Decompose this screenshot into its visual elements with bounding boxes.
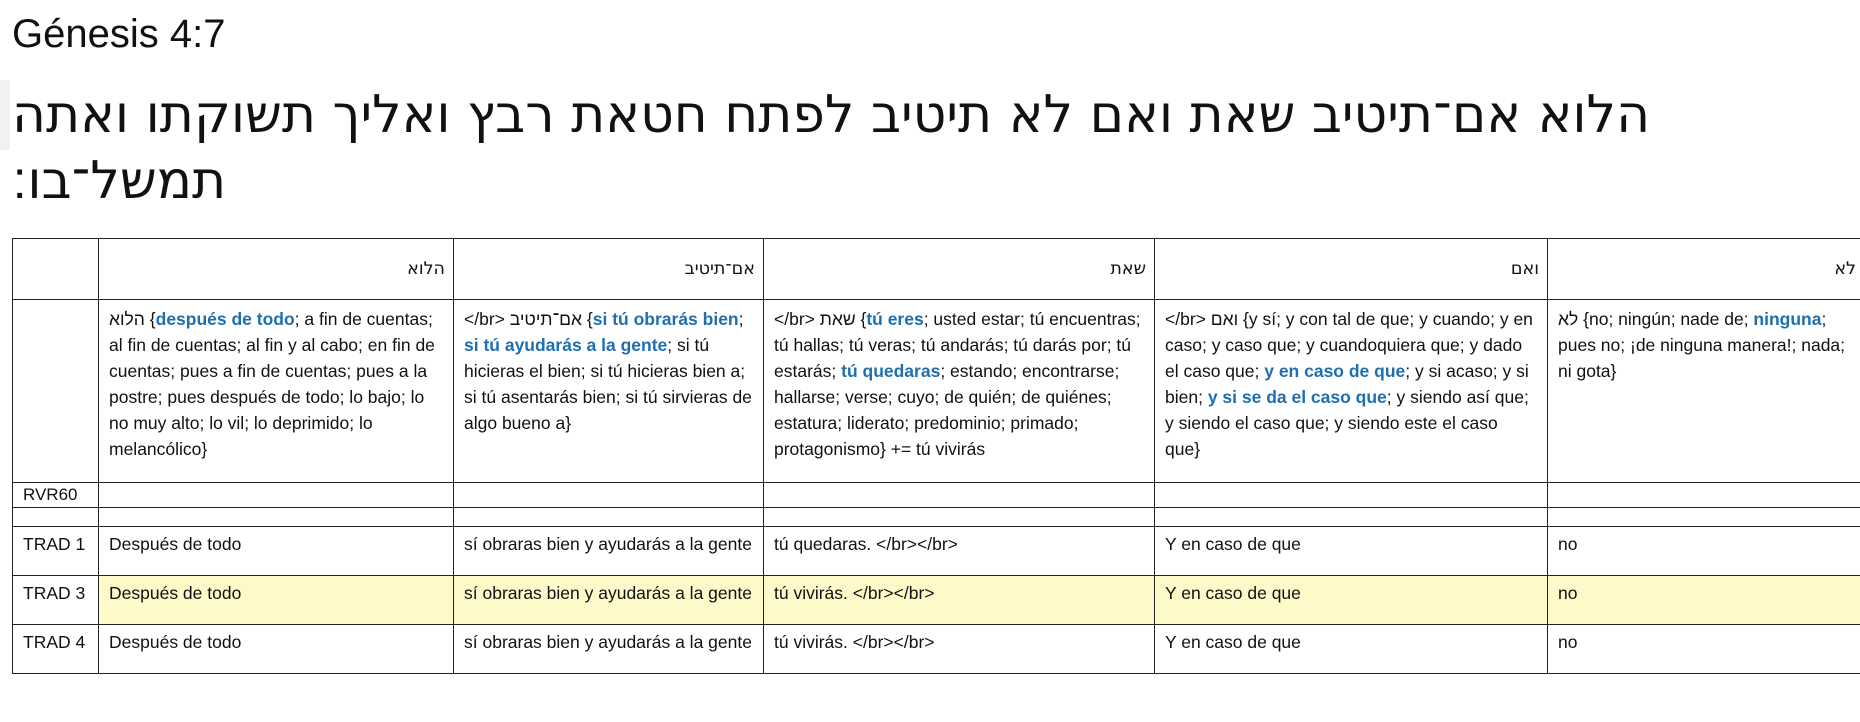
gloss-segment: לא {no; ningún; nade de; [1558,309,1754,329]
gloss-segment: ; [738,309,744,329]
gloss-label-cell [13,300,99,483]
hebrew-word-cell: ואם [1155,239,1548,300]
translation-row-rvr60 [13,483,1860,508]
translation-cell [99,483,454,508]
gloss-highlight: y en caso de que [1264,361,1406,381]
corner-cell [13,239,99,300]
hebrew-word-cell: לא [1548,239,1860,300]
gloss-text [109,306,443,462]
verse-reference: Génesis 4:7 [12,12,226,56]
translation-row-trad4 [13,625,1860,674]
margin-marker [0,80,10,150]
gloss-segment: </br> ואם {y sí; y con tal de que; y cuando; y en caso; y caso que; y cuandoquiera que; y dado el caso que; [1165,309,1533,381]
hebrew-verse-text: הלוא אם־תיטיב שאת ואם לא תיטיב לפתח חטאת רבץ ואליך תשוקתו ואתה תמשל־בו׃ [12,85,1651,211]
gloss-text [464,306,753,436]
translation-cell: tú quedaras. </br></br> [764,527,1155,576]
gloss-cell [1155,300,1548,483]
translation-cell: Después de todo [99,625,454,674]
gloss-highlight: ninguna [1753,309,1822,329]
gloss-highlight: tú quedaras [841,361,941,381]
gloss-segment: ; pues no; ¡de ninguna manera!; nada; ni gota} [1558,309,1846,381]
interlinear-table [12,238,1860,674]
row-label: TRAD 3 [13,576,99,625]
hebrew-word-cell: הלוא [99,239,454,300]
gloss-highlight: si tú obrarás bien [592,309,739,329]
translation-row-trad3 [13,576,1860,625]
gloss-segment: ; a fin de cuentas; al fin de cuentas; al fin y al cabo; en fin de cuentas; pues a fin de cuentas; pues a la postre; pues después de todo; lo bajo; lo no muy alto; lo vil; lo deprimido; lo melancólico} [109,309,435,459]
row-label: TRAD 4 [13,625,99,674]
translation-cell [454,483,764,508]
gloss-highlight: y si se da el caso que [1207,387,1387,407]
gloss-segment: ; estando; encontrarse; hallarse; verse; cuyo; de quién; de quiénes; estatura; liderato; predominio; primado; protagonismo} += tú vivirás [774,361,1120,459]
translation-cell: no [1548,625,1860,674]
gloss-highlight: después de todo [155,309,295,329]
translation-cell: tú vivirás. </br></br> [764,576,1155,625]
translation-cell [1548,483,1860,508]
gloss-text [1558,306,1854,384]
gloss-segment: </br> שאת { [774,309,867,329]
translation-cell: sí obraras bien y ayudarás a la gente [454,576,764,625]
translation-cell [1155,508,1548,527]
gloss-segment: ; y si acaso; y si bien; [1165,361,1529,407]
gloss-cell [454,300,764,483]
translation-cell: Y en caso de que [1155,576,1548,625]
hebrew-word-cell: שאת [764,239,1155,300]
translation-cell: tú vivirás. </br></br> [764,625,1155,674]
gloss-segment: ; usted estar; tú encuentras; tú hallas; tú veras; tú andarás; tú darás por; tú estarás; [774,309,1141,381]
gloss-segment: ; y siendo así que; y siendo el caso que; y siendo este el caso que} [1165,387,1529,459]
gloss-cell [99,300,454,483]
translation-cell [454,508,764,527]
translation-cell [764,483,1155,508]
translation-row-empty [13,508,1860,527]
gloss-segment: </br> אם־תיטיב { [464,309,593,329]
translation-row-trad1 [13,527,1860,576]
gloss-text [1165,306,1537,462]
translation-cell [99,508,454,527]
translation-cell: Después de todo [99,527,454,576]
translation-cell [764,508,1155,527]
row-label [13,508,99,527]
hebrew-word-cell: אם־תיטיב [454,239,764,300]
row-label: TRAD 1 [13,527,99,576]
gloss-highlight: tú eres [866,309,924,329]
gloss-cell [764,300,1155,483]
gloss-cell [1548,300,1860,483]
gloss-segment: הלוא { [109,309,156,329]
translation-cell: no [1548,576,1860,625]
translation-cell [1548,508,1860,527]
gloss-row [13,300,1860,483]
translation-cell: Y en caso de que [1155,625,1548,674]
gloss-segment: ; si tú hicieras el bien; si tú hicieras bien a; si tú asentarás bien; si tú sirvieras de algo bueno a} [464,335,752,433]
translation-cell: Y en caso de que [1155,527,1548,576]
gloss-highlight: si tú ayudarás a la gente [464,335,668,355]
gloss-text [774,306,1144,462]
translation-cell [1155,483,1548,508]
hebrew-word-row [13,239,1860,300]
row-label: RVR60 [13,483,99,508]
translation-cell: sí obraras bien y ayudarás a la gente [454,527,764,576]
translation-cell: sí obraras bien y ayudarás a la gente [454,625,764,674]
translation-cell: Después de todo [99,576,454,625]
translation-cell: no [1548,527,1860,576]
